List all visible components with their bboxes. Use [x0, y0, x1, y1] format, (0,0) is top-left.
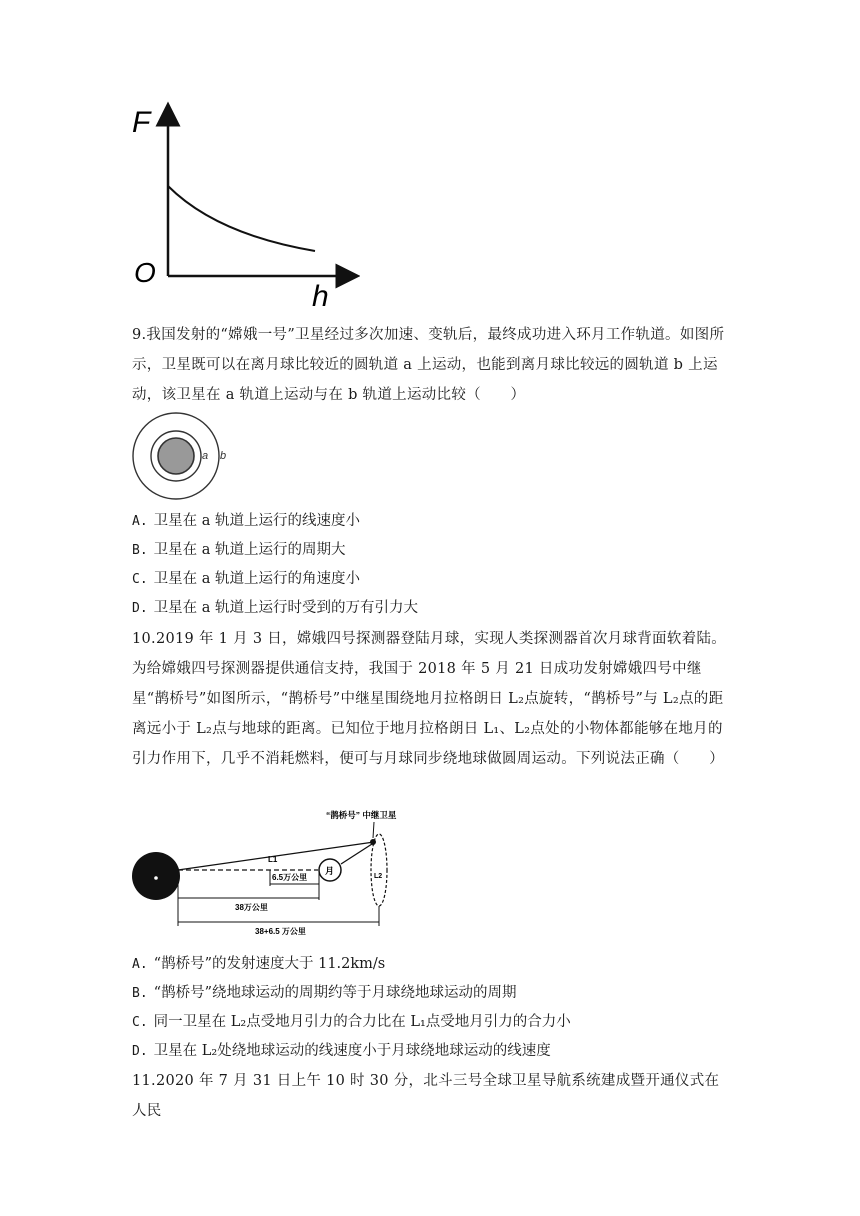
moon-label: 月 — [325, 866, 335, 876]
q9-option-b[interactable] — [132, 540, 346, 561]
l1-label: L1 — [268, 855, 278, 864]
relay-satellite — [370, 839, 376, 845]
option-text: 同一卫星在 L₂点受地月引力的合力比在 L₁点受地月引力的合力小 — [153, 1014, 571, 1030]
q10-text: 10.2019 年 1 月 3 日，嫦娥四号探测器登陆月球，实现人类探测器首次月球背面软着陆。为给嫦娥四号探测器提供通信支持，我国于 2018 年 5 月 21 日成功发射嫦娥四号中继星“鹊桥号”如图所示，“鹊桥号”中继星围绕地月拉格朗日 L₂点旋转，“鹊桥号”与 L₂点的距离远小于 L₂点与地球的距离。已知位于地月拉格朗日 L₁、L₂点处的小物体都能够在地月的引力作用下，几乎不消耗燃料，便可与月球同步绕地球做圆周运动。下列说法正确（ ） — [132, 631, 727, 767]
dist-earth-moon: 38万公里 — [235, 903, 268, 912]
moon — [158, 438, 194, 474]
q9-option-d[interactable] — [132, 598, 418, 619]
q10-option-b[interactable] — [132, 983, 516, 1004]
option-key: A. — [132, 957, 148, 972]
option-text: 卫星在 a 轨道上运行的周期大 — [153, 542, 346, 558]
q10-option-d[interactable] — [132, 1041, 551, 1062]
option-key: C. — [132, 572, 148, 587]
option-key: B. — [132, 986, 148, 1001]
dist-earth-l2: 38+6.5 万公里 — [255, 927, 306, 936]
q11-text: 11.2020 年 7 月 31 日上午 10 时 30 分，北斗三号全球卫星导航系统建成暨开通仪式在人民 — [132, 1073, 720, 1119]
force-height-graph — [120, 100, 360, 312]
orbit-b-label: b — [220, 450, 227, 462]
orbit-diagram — [130, 412, 240, 502]
force-curve — [168, 186, 315, 251]
q9-option-c[interactable] — [132, 569, 360, 590]
option-key: D. — [132, 601, 148, 616]
axis-x-label: h — [312, 280, 329, 312]
q10-option-a[interactable] — [132, 954, 385, 975]
lagrange-diagram — [130, 800, 440, 940]
moon-relay-line — [341, 844, 372, 864]
option-text: “鹊桥号”绕地球运动的周期约等于月球绕地球运动的周期 — [153, 985, 517, 1001]
axis-y-label: F — [132, 106, 151, 139]
option-text: 卫星在 a 轨道上运行的角速度小 — [153, 571, 361, 587]
earth-center — [154, 876, 158, 880]
origin-label: O — [134, 257, 156, 288]
relay-label: “鹊桥号” 中继卫星 — [326, 810, 397, 820]
option-text: 卫星在 L₂处绕地球运动的线速度小于月球绕地球运动的线速度 — [153, 1043, 551, 1059]
option-key: D. — [132, 1044, 148, 1059]
q10-option-c[interactable] — [132, 1012, 571, 1033]
option-text: “鹊桥号”的发射速度大于 11.2km/s — [153, 956, 386, 972]
q9-text: 9.我国发射的“嫦娥一号”卫星经过多次加速、变轨后，最终成功进入环月工作轨道。如图所示，卫星既可以在离月球比较近的圆轨道 a 上运动，也能到离月球比较远的圆轨道 b 上运动，该卫星在 a 轨道上运动与在 b 轨道上运动比较（ ） — [132, 327, 725, 403]
q9-option-a[interactable] — [132, 511, 360, 532]
option-key: A. — [132, 514, 148, 529]
l2-label: L2 — [374, 873, 383, 880]
dist-moon-l2: 6.5万公里 — [272, 873, 308, 882]
option-text: 卫星在 a 轨道上运行的线速度小 — [153, 513, 361, 529]
earth — [132, 852, 180, 900]
option-key: C. — [132, 1015, 148, 1030]
orbit-a-label: a — [202, 450, 209, 462]
relay-pointer — [373, 822, 374, 838]
option-key: B. — [132, 543, 148, 558]
option-text: 卫星在 a 轨道上运行时受到的万有引力大 — [153, 600, 419, 616]
